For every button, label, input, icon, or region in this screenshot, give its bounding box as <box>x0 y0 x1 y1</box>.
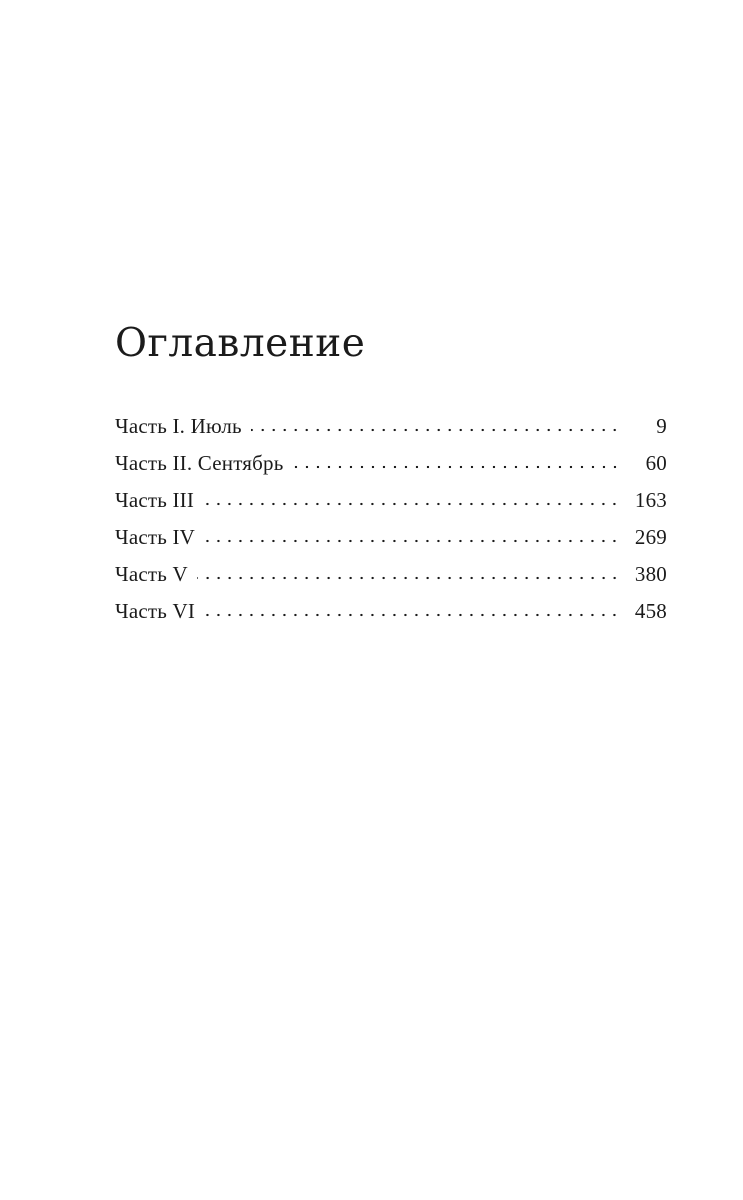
toc-entry <box>115 404 667 441</box>
toc-leader-dots <box>293 465 620 469</box>
toc-entry <box>115 589 667 626</box>
toc-entry-page: 9 <box>656 414 667 438</box>
toc-entry-page: 60 <box>645 451 667 475</box>
toc-list <box>115 404 667 626</box>
toc-entry-label: Часть V <box>115 562 188 586</box>
toc-entry <box>115 515 667 552</box>
toc-leader-dots <box>204 539 620 543</box>
toc-entry <box>115 478 667 515</box>
toc-entry-page: 269 <box>634 525 667 549</box>
toc-entry-label: Часть IV <box>115 525 196 549</box>
toc-entry <box>115 441 667 478</box>
page-title: Оглавление <box>115 321 366 366</box>
toc-entry-page: 380 <box>634 562 667 586</box>
toc-leader-dots <box>204 613 620 617</box>
toc-leader-dots <box>203 502 620 506</box>
toc-content <box>115 322 667 626</box>
toc-entry-label: Часть III <box>115 488 195 512</box>
toc-entry-page: 458 <box>634 599 667 623</box>
toc-entry-label: Часть II. Сентябрь <box>115 451 284 475</box>
toc-entry <box>115 552 667 589</box>
toc-entry-label: Часть VI <box>115 599 196 623</box>
toc-entry-page: 163 <box>634 488 667 512</box>
toc-leader-dots <box>197 576 620 580</box>
toc-leader-dots <box>251 428 620 432</box>
toc-entry-label: Часть I. Июль <box>115 414 242 438</box>
